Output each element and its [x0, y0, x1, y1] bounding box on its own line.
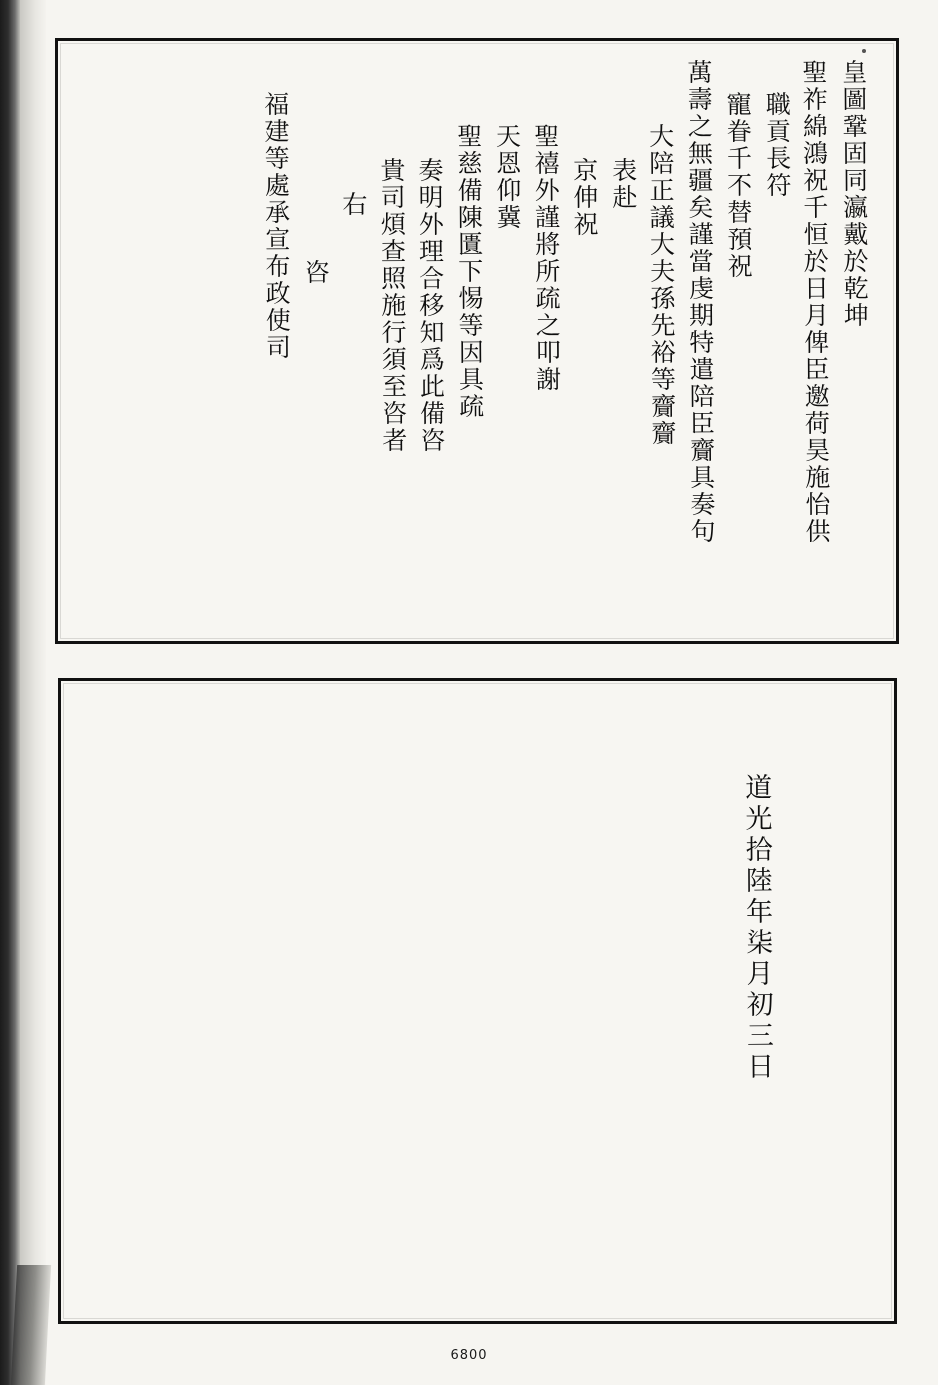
page-number: 6800 — [450, 1348, 488, 1363]
text-column: 京伸祝 — [569, 156, 600, 239]
text-column: 天恩仰冀 — [492, 122, 523, 232]
page-curl — [11, 1265, 51, 1385]
text-column: 咨 — [300, 258, 330, 287]
text-column: 皇圖鞏固同瀛戴於乾坤 — [838, 58, 869, 330]
text-column: 右 — [338, 190, 369, 219]
text-column: 聖慈備陳匱下惕等因具疏 — [453, 122, 485, 421]
date-text-frame — [58, 678, 897, 1324]
text-column-signature: 福建等處承宣布政使司 — [260, 90, 292, 362]
vertical-text-block-date — [61, 681, 894, 1321]
text-column: 聖禧外謹將所疏之叩謝 — [530, 122, 562, 394]
memorial-text-frame — [55, 38, 899, 644]
text-column: 貴司煩查照施行須至咨者 — [376, 156, 408, 455]
text-column: 大陪正議大夫孫先裕等齎齎 — [645, 122, 677, 448]
text-column: 表赴 — [608, 156, 638, 212]
text-column: 萬壽之無疆矣謹當虔期特遣陪臣齎具奏句 — [683, 58, 716, 546]
binding-gutter — [0, 0, 20, 1385]
text-column-date: 道光拾陸年柒月初三日 — [739, 772, 774, 1084]
text-column: 職貢長符 — [761, 90, 792, 200]
text-column: 寵眷千不替預祝 — [722, 90, 754, 281]
text-column: 奏明外理合移知爲此備咨 — [414, 156, 446, 455]
vertical-text-block-memorial — [58, 41, 896, 641]
binding-shadow — [20, 0, 46, 1385]
text-column: 聖祚綿鴻祝千恒於日月俾臣邀荷昊施怡供 — [798, 58, 832, 546]
